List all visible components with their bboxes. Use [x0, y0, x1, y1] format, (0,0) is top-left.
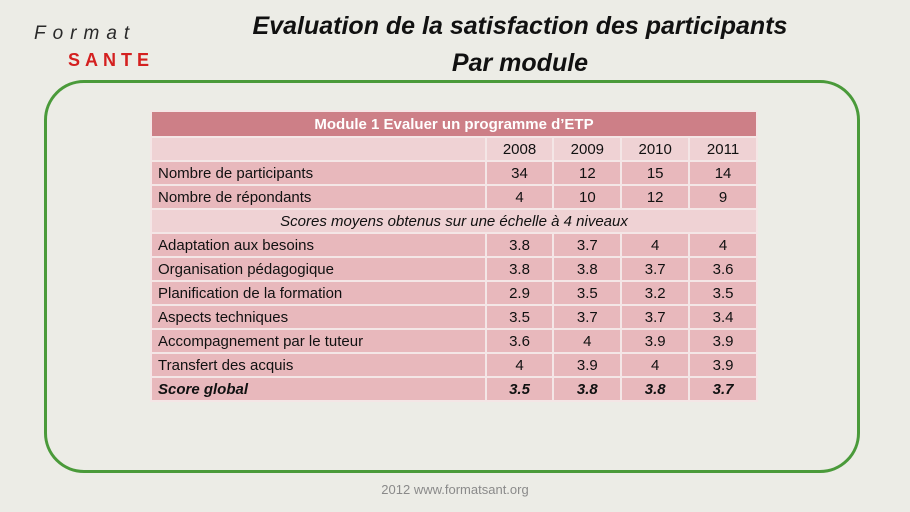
value-cell: 4	[486, 185, 554, 209]
value-cell: 3.9	[621, 329, 689, 353]
value-cell: 3.8	[553, 257, 621, 281]
row-label: Nombre de participants	[151, 161, 486, 185]
value-cell: 4	[486, 353, 554, 377]
value-cell: 3.8	[486, 233, 554, 257]
row-label: Nombre de répondants	[151, 185, 486, 209]
value-cell: 3.7	[621, 257, 689, 281]
table-row	[151, 329, 757, 353]
row-label: Organisation pédagogique	[151, 257, 486, 281]
table-row	[151, 161, 757, 185]
years-row-label	[151, 137, 486, 161]
row-label: Score global	[151, 377, 486, 401]
row-label: Transfert des acquis	[151, 353, 486, 377]
satisfaction-table	[150, 110, 758, 402]
row-label: Adaptation aux besoins	[151, 233, 486, 257]
footer-text: 2012 www.formatsant.org	[381, 482, 529, 497]
value-cell: 3.5	[553, 281, 621, 305]
value-cell: 3.9	[689, 353, 757, 377]
value-cell: 4	[621, 353, 689, 377]
value-cell: 3.5	[689, 281, 757, 305]
value-cell: 3.7	[621, 305, 689, 329]
logo-sante-text: SANTE	[68, 50, 155, 70]
value-cell: 3.9	[553, 353, 621, 377]
table-row	[151, 305, 757, 329]
value-cell: 3.8	[621, 377, 689, 401]
value-cell: 12	[621, 185, 689, 209]
value-cell: 15	[621, 161, 689, 185]
value-cell: 3.8	[486, 257, 554, 281]
year-cell: 2009	[553, 137, 621, 161]
row-label: Aspects techniques	[151, 305, 486, 329]
value-cell: 10	[553, 185, 621, 209]
value-cell: 3.8	[553, 377, 621, 401]
value-cell: 3.7	[553, 233, 621, 257]
value-cell: 3.4	[689, 305, 757, 329]
table-row	[151, 257, 757, 281]
year-cell: 2008	[486, 137, 554, 161]
value-cell: 14	[689, 161, 757, 185]
value-cell: 4	[621, 233, 689, 257]
value-cell: 3.9	[689, 329, 757, 353]
value-cell: 34	[486, 161, 554, 185]
table-row	[151, 281, 757, 305]
value-cell: 3.6	[689, 257, 757, 281]
table-row	[151, 233, 757, 257]
scores-caption: Scores moyens obtenus sur une échelle à 4 niveaux	[151, 209, 757, 233]
year-cell: 2011	[689, 137, 757, 161]
table-header-row	[151, 111, 757, 137]
table-row	[151, 185, 757, 209]
module-header-cell: Module 1 Evaluer un programme d’ETP	[151, 111, 757, 137]
slide-subtitle: Par module	[451, 49, 589, 77]
slide-title: Evaluation de la satisfaction des participants	[252, 12, 788, 40]
value-cell: 2.9	[486, 281, 554, 305]
row-label: Planification de la formation	[151, 281, 486, 305]
score-global-row	[151, 377, 757, 401]
value-cell: 4	[689, 233, 757, 257]
row-label: Accompagnement par le tuteur	[151, 329, 486, 353]
value-cell: 3.5	[486, 305, 554, 329]
value-cell: 3.7	[689, 377, 757, 401]
value-cell: 12	[553, 161, 621, 185]
scores-caption-row	[151, 209, 757, 233]
year-cell: 2010	[621, 137, 689, 161]
value-cell: 3.5	[486, 377, 554, 401]
value-cell: 9	[689, 185, 757, 209]
value-cell: 3.6	[486, 329, 554, 353]
value-cell: 3.2	[621, 281, 689, 305]
value-cell: 4	[553, 329, 621, 353]
years-row	[151, 137, 757, 161]
logo-format-text: Format	[34, 23, 137, 44]
table-row	[151, 353, 757, 377]
value-cell: 3.7	[553, 305, 621, 329]
